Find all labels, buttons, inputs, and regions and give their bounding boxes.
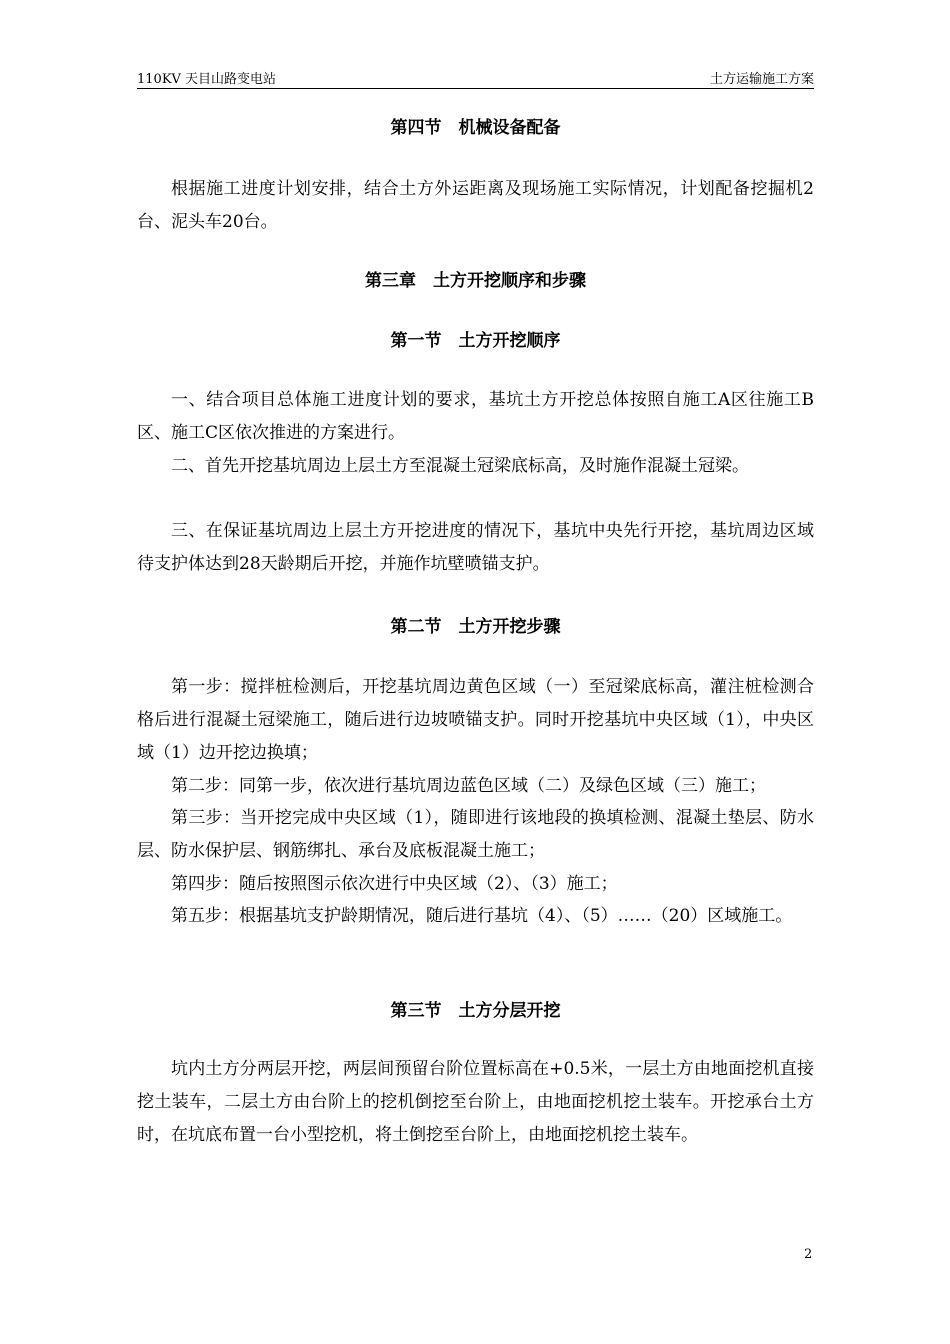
section-heading: 第二节 土方开挖步骤 [390,617,561,637]
paragraph: 第五步：根据基坑支护龄期情况，随后进行基坑（4）、（5）……（20）区域施工。 [171,906,793,926]
section-heading: 第一节 土方开挖顺序 [390,331,561,351]
page-number: 2 [804,1247,813,1262]
paragraph: 第一步：搅拌桩检测后，开挖基坑周边黄色区域（一）至冠梁底标高，灌注桩检测合格后进行混凝土冠梁施工，随后进行边坡喷锚支护。同时开挖基坑中央区域（1），中央区域（1）边开挖边换填； [137,677,814,763]
header-project-name: 110KV 天目山路变电站 [137,72,277,87]
paragraph: 坑内土方分两层开挖，两层间预留台阶位置标高在+0.5米，一层土方由地面挖机直接挖土装车，二层土方由台阶上的挖机倒挖至台阶上，由地面挖机挖土装车。开挖承台土方时，在坑底布置一台小型挖机，将土倒挖至台阶上，由地面挖机挖土装车。 [137,1059,814,1145]
paragraph: 二、首先开挖基坑周边上层土方至混凝土冠梁底标高，及时施作混凝土冠梁。 [171,456,749,476]
section-heading: 第四节 机械设备配备 [390,118,561,138]
header-document-title: 土方运输施工方案 [709,72,814,87]
paragraph: 根据施工进度计划安排，结合土方外运距离及现场施工实际情况，计划配备挖掘机2台、泥头车20台。 [137,179,814,232]
paragraph: 第二步：同第一步，依次进行基坑周边蓝色区域（二）及绿色区域（三）施工； [171,776,766,796]
paragraph: 第四步：随后按照图示依次进行中央区域（2）、（3）施工； [171,874,618,894]
paragraph: 一、结合项目总体施工进度计划的要求，基坑土方开挖总体按照自施工A区往施工B区、施工C区依次推进的方案进行。 [137,390,814,443]
paragraph: 三、在保证基坑周边上层土方开挖进度的情况下，基坑中央先行开挖，基坑周边区域待支护体达到28天龄期后开挖，并施作坑壁喷锚支护。 [137,521,814,574]
page-header [137,64,814,89]
chapter-heading: 第三章 土方开挖顺序和步骤 [365,271,586,291]
paragraph: 第三步：当开挖完成中央区域（1），随即进行该地段的换填检测、混凝土垫层、防水层、防水保护层、钢筋绑扎、承台及底板混凝土施工； [137,808,814,861]
section-heading: 第三节 土方分层开挖 [390,1001,561,1021]
